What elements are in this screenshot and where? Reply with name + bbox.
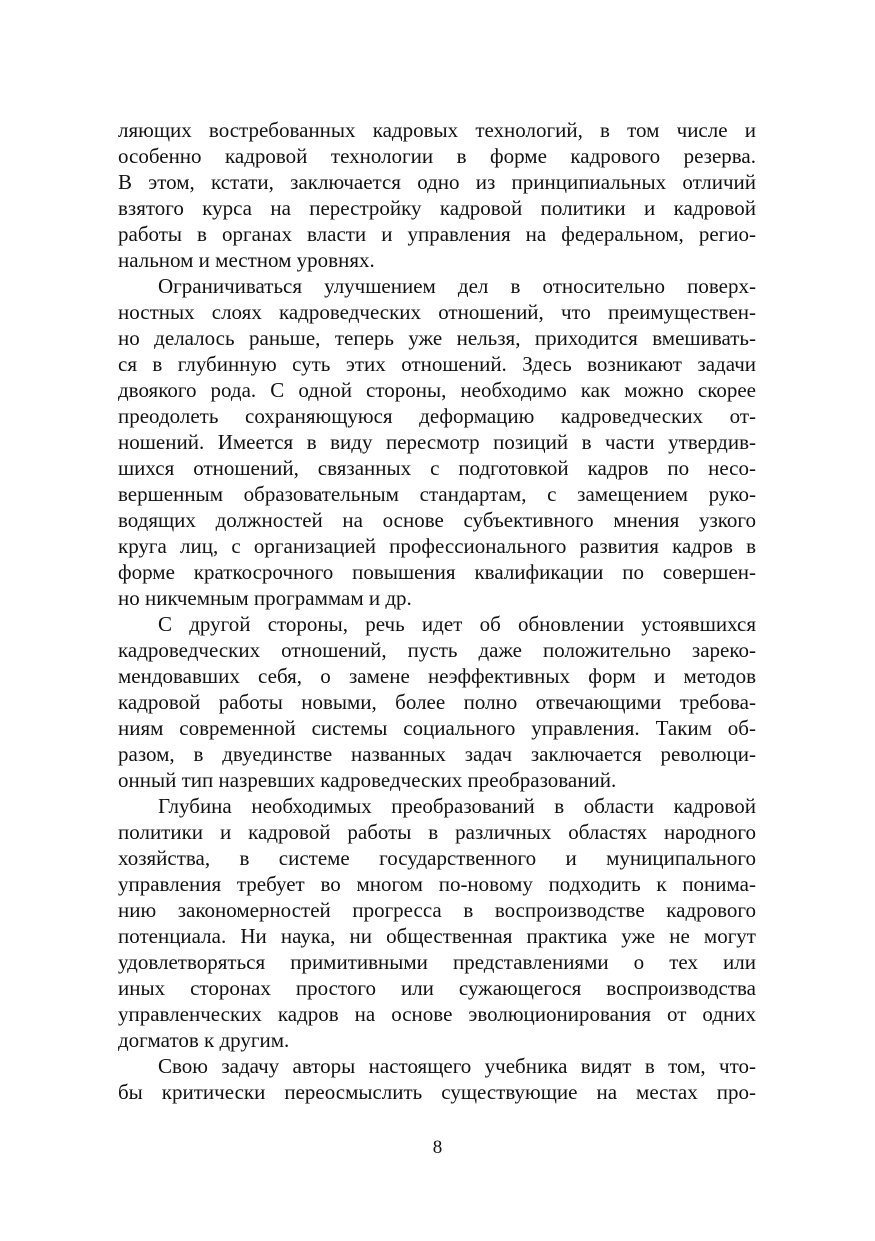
text-line: С другой стороны, речь идет об обновлении устоявшихся	[158, 612, 756, 636]
paragraph-4	[118, 793, 756, 1053]
text-line: ся в глубинную суть этих отношений. Здесь возникают задачи	[118, 352, 756, 376]
paragraph-3	[118, 611, 756, 793]
text-line: особенно кадровой технологии в форме кадрового резерва.	[118, 144, 756, 168]
text-line: мендовавших себя, о замене неэффективных форм и методов	[118, 664, 756, 688]
text-line: хозяйства, в системе государственного и муниципального	[118, 846, 756, 870]
text-line: кадровой работы новыми, более полно отвечающими требова-	[118, 690, 756, 714]
text-line: В этом, кстати, заключается одно из принципиальных отличий	[118, 170, 756, 194]
text-line: кадроведческих отношений, пусть даже положительно зареко-	[118, 638, 756, 662]
text-line: преодолеть сохраняющуюся деформацию кадроведческих от-	[118, 404, 756, 428]
text-line: потенциала. Ни наука, ни общественная практика уже не могут	[118, 924, 756, 948]
text-line: управления требует во многом по-новому подходить к понима-	[118, 872, 756, 896]
text-line: круга лиц, с организацией профессионального развития кадров в	[118, 534, 756, 558]
text-line: догматов к другим.	[118, 1028, 290, 1052]
text-line: Глубина необходимых преобразований в области кадровой	[158, 794, 756, 818]
text-line: но никчемным программам и др.	[118, 586, 412, 610]
body-text	[118, 117, 756, 1105]
page-number: 8	[432, 1137, 443, 1158]
text-line: двоякого рода. С одной стороны, необходимо как можно скорее	[118, 378, 756, 402]
paragraph-2	[118, 273, 756, 611]
text-line: шихся отношений, связанных с подготовкой кадров по несо-	[118, 456, 756, 480]
text-line: взятого курса на перестройку кадровой политики и кадровой	[118, 196, 756, 220]
text-line: ностных слоях кадроведческих отношений, что преимуществен-	[118, 300, 756, 324]
text-line: ношений. Имеется в виду пересмотр позиций в части утвердив-	[118, 430, 756, 454]
text-line: ниям современной системы социального управления. Таким об-	[118, 716, 756, 740]
text-line: Ограничиваться улучшением дел в относительно поверх-	[158, 274, 756, 298]
text-line: вершенным образовательным стандартам, с замещением руко-	[118, 482, 756, 506]
text-line: онный тип назревших кадроведческих преобразований.	[118, 768, 617, 792]
text-line: водящих должностей на основе субъективного мнения узкого	[118, 508, 756, 532]
text-line: нию закономерностей прогресса в воспроизводстве кадрового	[118, 898, 756, 922]
text-line: управленческих кадров на основе эволюционирования от одних	[118, 1002, 756, 1026]
text-line: Свою задачу авторы настоящего учебника видят в том, что-	[158, 1054, 756, 1078]
text-line: бы критически переосмыслить существующие на местах про-	[118, 1080, 756, 1104]
text-line: иных сторонах простого или сужающегося воспроизводства	[118, 976, 756, 1000]
text-line: политики и кадровой работы в различных областях народного	[118, 820, 756, 844]
text-line: форме краткосрочного повышения квалификации по совершен-	[118, 560, 756, 584]
text-line: разом, в двуединстве названных задач заключается революци-	[118, 742, 756, 766]
text-line: нальном и местном уровнях.	[118, 248, 375, 272]
text-line: удовлетворяться примитивными представлениями о тех или	[118, 950, 756, 974]
text-line: но делалось раньше, теперь уже нельзя, приходится вмешивать-	[118, 326, 756, 350]
paragraph-5	[118, 1053, 756, 1105]
text-line: ляющих востребованных кадровых технологий, в том числе и	[118, 118, 756, 142]
paragraph-1	[118, 117, 756, 273]
text-line: работы в органах власти и управления на федеральном, регио-	[118, 222, 756, 246]
